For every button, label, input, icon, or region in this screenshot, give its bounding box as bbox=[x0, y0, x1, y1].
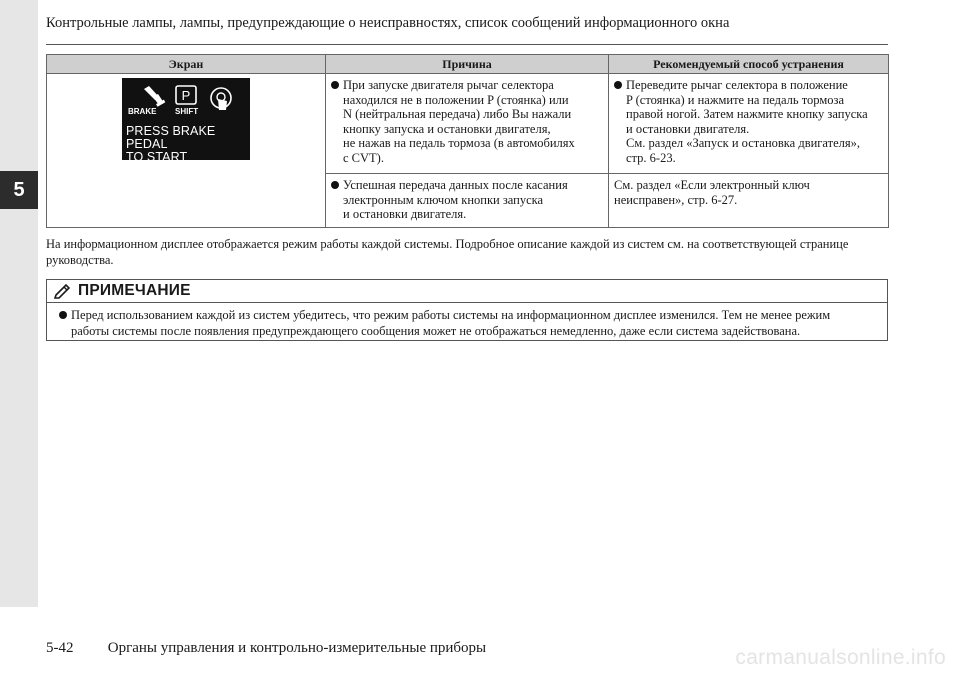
note-header bbox=[47, 280, 887, 303]
bullet-dot-icon bbox=[331, 81, 339, 89]
display-icons bbox=[122, 85, 250, 117]
chapter-tab: 5 bbox=[0, 171, 38, 209]
message-table bbox=[46, 54, 889, 228]
header-rule bbox=[46, 44, 888, 45]
text-line: Успешная передача данных после касания bbox=[343, 178, 568, 192]
text-line: См. раздел «Если электронный ключ bbox=[614, 178, 810, 192]
cause-cell bbox=[326, 174, 609, 228]
text-line: P (стоянка) и нажмите на педаль тормоза bbox=[626, 92, 844, 107]
p-shift-icon bbox=[176, 86, 196, 104]
start-button-icon bbox=[211, 88, 231, 110]
page-footer bbox=[46, 640, 486, 657]
bullet-dot-icon bbox=[331, 181, 339, 189]
table-row bbox=[47, 74, 889, 174]
text-line: с CVT). bbox=[343, 150, 384, 165]
text-line: и остановки двигателя. bbox=[626, 121, 750, 136]
text-line: электронным ключом кнопки запуска bbox=[343, 192, 544, 207]
shift-label: SHIFT bbox=[175, 107, 199, 116]
pencil-icon bbox=[53, 283, 73, 299]
display-screen bbox=[122, 78, 250, 164]
brake-pedal-icon bbox=[144, 86, 165, 107]
table-header-row bbox=[47, 55, 889, 74]
page-number: 5-42 bbox=[46, 640, 74, 656]
screen-cell bbox=[47, 74, 326, 228]
watermark: carmanualsonline.info bbox=[735, 646, 946, 669]
bullet-dot-icon bbox=[59, 311, 67, 319]
remedy-cell bbox=[609, 74, 889, 174]
display-message-line: PRESS BRAKE PEDAL bbox=[126, 124, 216, 151]
text-line: При запуске двигателя рычаг селектора bbox=[343, 78, 554, 92]
section-title: Органы управления и контрольно-измерительные приборы bbox=[107, 640, 487, 656]
note-body bbox=[47, 303, 887, 339]
text-line: и остановки двигателя. bbox=[343, 207, 467, 221]
note-title: ПРИМЕЧАНИЕ bbox=[78, 282, 191, 299]
remedy-item bbox=[614, 78, 883, 165]
note-box bbox=[46, 279, 888, 341]
bullet-dot-icon bbox=[614, 81, 622, 89]
text-line: правой ногой. Затем нажмите кнопку запуска bbox=[626, 107, 868, 121]
text-line: См. раздел «Запуск и остановка двигателя», bbox=[626, 136, 861, 150]
remedy-cell bbox=[609, 174, 889, 228]
display-message bbox=[126, 125, 250, 164]
text-line: кнопку запуска и остановки двигателя, bbox=[343, 121, 551, 136]
text-line: руководства. bbox=[46, 253, 114, 267]
text-line: работы системы после появления предупреждающего сообщения может не отображаться немедленно, даже если система задействована. bbox=[71, 324, 801, 338]
cause-cell bbox=[326, 74, 609, 174]
text-line: N (нейтральная передача) либо Вы нажали bbox=[343, 107, 572, 121]
header-remedy: Рекомендуемый способ устранения bbox=[609, 55, 889, 74]
text-line: Перед использованием каждой из систем убедитесь, что режим работы системы на информационном дисплее изменился. Тем не менее режим bbox=[71, 308, 831, 322]
running-head: Контрольные лампы, лампы, предупреждающие о неисправностях, список сообщений информационного окна bbox=[46, 15, 730, 31]
cause-item bbox=[331, 78, 603, 165]
text-line: На информационном дисплее отображается режим работы каждой системы. Подробное описание каждой из систем см. на соответствующей странице bbox=[46, 237, 849, 251]
text-line: не нажав на педаль тормоза (в автомобилях bbox=[343, 136, 575, 150]
header-cause: Причина bbox=[326, 55, 609, 74]
p-symbol: P bbox=[181, 88, 191, 103]
text-line: Переведите рычаг селектора в положение bbox=[626, 78, 848, 92]
cause-item bbox=[331, 178, 603, 222]
text-line: стр. 6-23. bbox=[626, 150, 676, 165]
display-message-line: TO START bbox=[126, 150, 188, 164]
brake-label: BRAKE bbox=[128, 107, 157, 116]
header-screen: Экран bbox=[47, 55, 326, 74]
side-band bbox=[0, 0, 38, 607]
text-line: неисправен», стр. 6-27. bbox=[614, 192, 738, 207]
info-paragraph bbox=[46, 236, 888, 268]
text-line: находился не в положении P (стоянка) или bbox=[343, 92, 569, 107]
